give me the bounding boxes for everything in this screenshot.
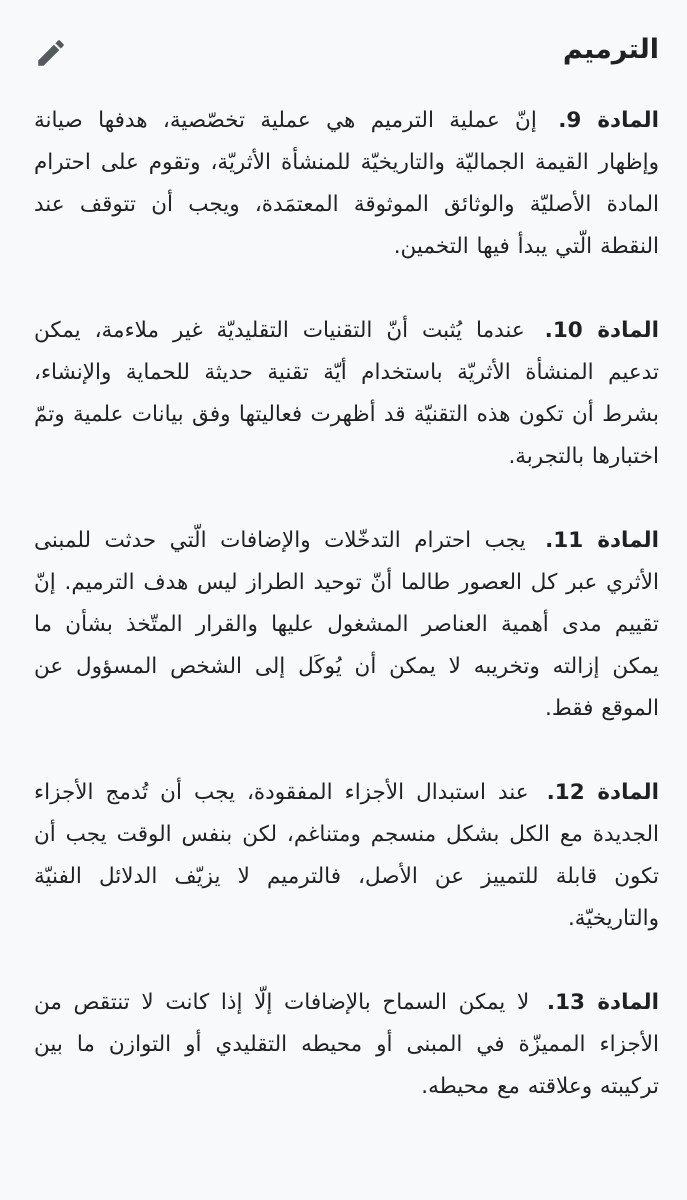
section-title: الترميم	[562, 34, 659, 65]
article-text: إنّ عملية الترميم هي عملية تخصّصية، هدفها صيانة وإظهار القيمة الجماليّة والتاريخيّة للمنشأة الأثريّة، وتقوم على احترام المادة الأصليّة والوثائق الموثوقة المعتمَدة، ويجب أن تتوقف عند النقطة الّتي يبدأ فيها التخمين.	[34, 108, 659, 259]
article-label: المادة 10.	[544, 318, 659, 343]
article-label: المادة 11.	[545, 528, 659, 553]
article-9	[34, 100, 659, 268]
article-10	[34, 310, 659, 478]
article-11	[34, 520, 659, 730]
article-text: عندما يُثبت أنّ التقنيات التقليديّة غير ملاءمة، يمكن تدعيم المنشأة الأثريّة باستخدام أيّة تقنية حديثة للحماية والإنشاء، بشرط أن تكون هذه التقنيّة قد أظهرت فعاليتها وفق بيانات علمية وتمّ اختبارها بالتجربة.	[34, 318, 659, 469]
article-12	[34, 772, 659, 940]
section-header	[34, 0, 659, 100]
article-text: يجب احترام التدخّلات والإضافات الّتي حدثت للمبنى الأثري عبر كل العصور طالما أنّ توحيد الطراز ليس هدف الترميم. إنّ تقييم مدى أهمية العناصر المشغول عليها والقرار المتّخذ بشأن ما يمكن إزالته وتخريبه لا يمكن أن يُوكَل إلى الشخص المسؤول عن الموقع فقط.	[34, 528, 659, 721]
article-label: المادة 12.	[546, 780, 660, 805]
article-label: المادة 9.	[558, 108, 659, 133]
article-13	[34, 982, 659, 1108]
pencil-icon[interactable]	[34, 36, 68, 70]
pencil-icon-graphic	[34, 36, 68, 70]
article-text: لا يمكن السماح بالإضافات إلّا إذا كانت لا تنتقص من الأجزاء المميزّة في المبنى أو محيطه التقليدي أو التوازن ما بين تركيبته وعلاقته مع محيطه.	[34, 990, 659, 1099]
article-text: عند استبدال الأجزاء المفقودة، يجب أن تُدمج الأجزاء الجديدة مع الكل بشكل منسجم ومتناغم، لكن بنفس الوقت يجب أن تكون قابلة للتمييز عن الأصل، فالترميم لا يزيّف الدلائل الفنيّة والتاريخيّة.	[34, 780, 659, 931]
article-label: المادة 13.	[546, 990, 660, 1015]
